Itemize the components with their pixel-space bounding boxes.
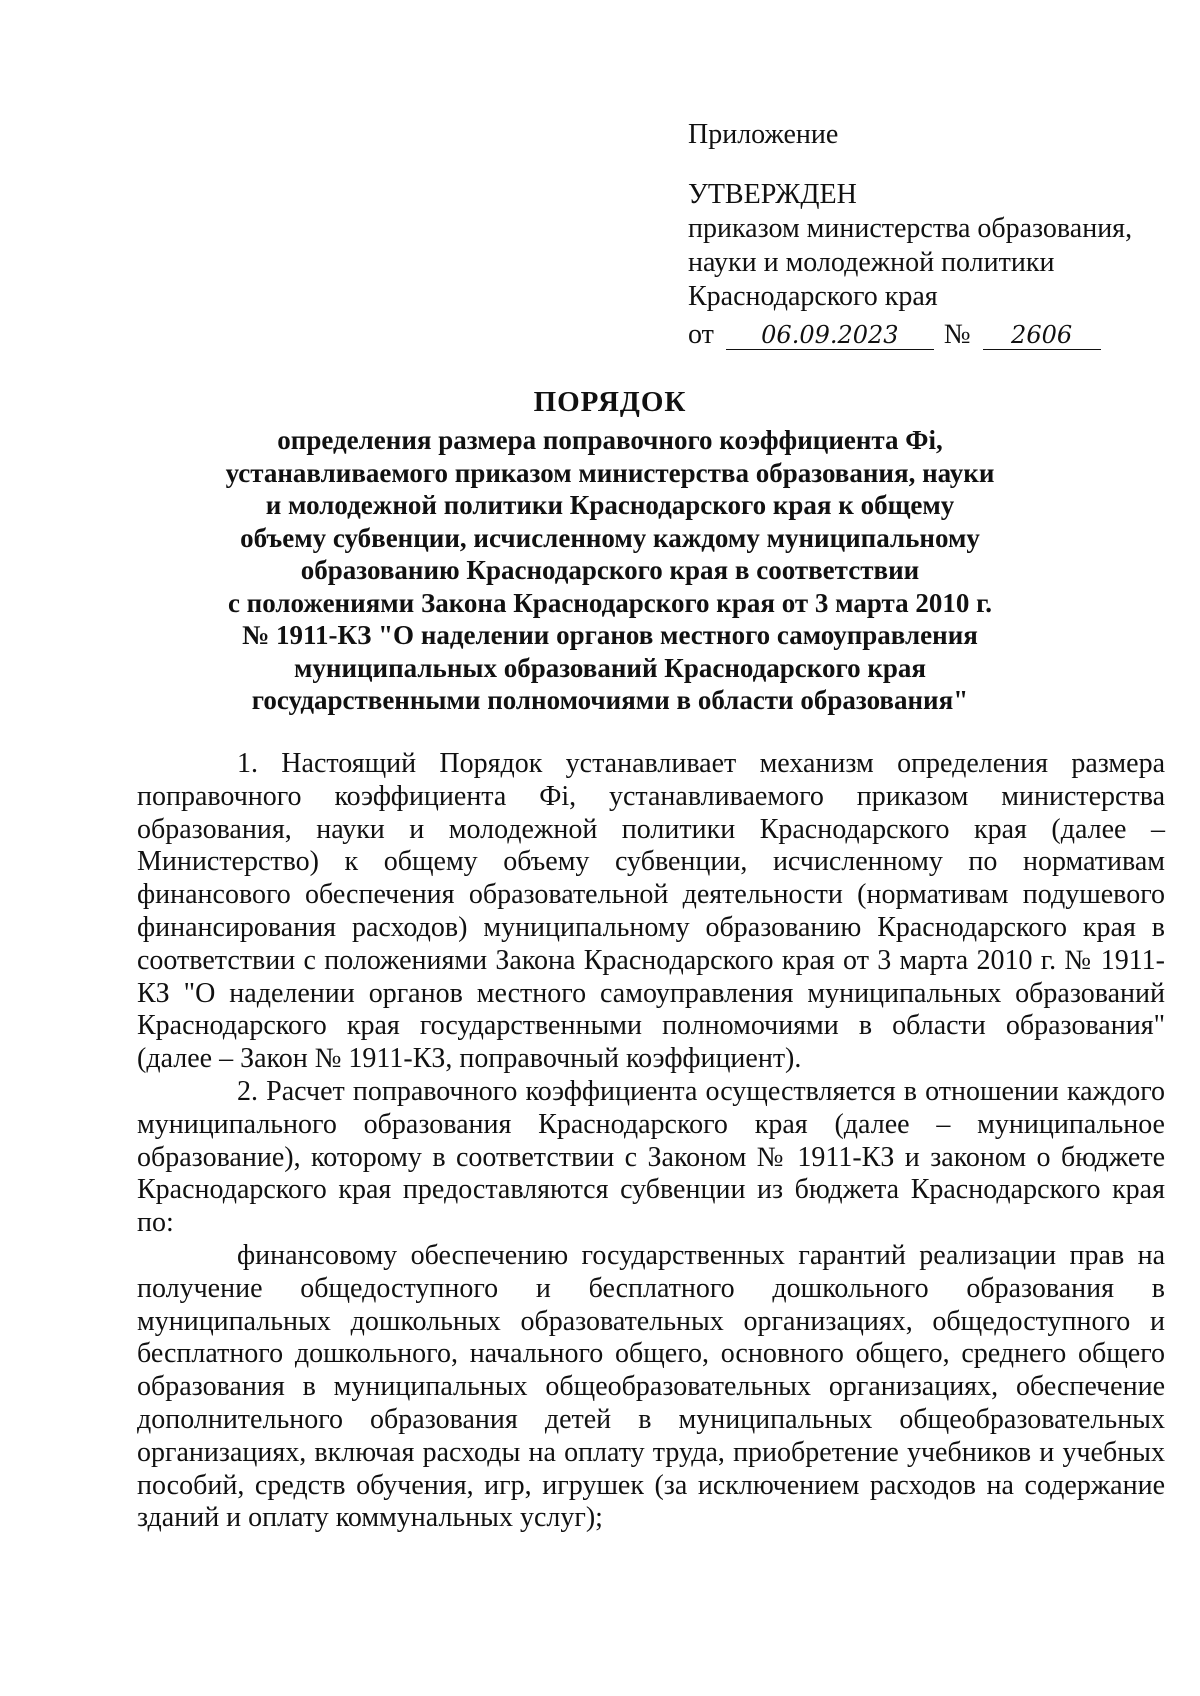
approval-block xyxy=(688,118,1158,352)
order-date-number-row xyxy=(688,318,1158,352)
title-line: муниципальных образований Краснодарского края xyxy=(294,652,926,683)
number-sign: № xyxy=(943,319,971,350)
paragraph-1: 1. Настоящий Порядок устанавливает механизм определения размера поправочного коэффициента Фi, устанавливаемого приказом министерства образования, науки и молодежной политики Краснодарского края (далее – Министерство) к общему объему субвенции, исчисленному по нормативам финансового обеспечения образовательной деятельности (нормативам подушевого финансирования расходов) муниципальному образованию Краснодарского края в соответствии с положениями Закона Краснодарского края от 3 марта 2010 г. № 1911-КЗ "О наделении органов местного самоуправления муниципальных образований Краснодарского края государственными полномочиями в области образования" (далее – Закон № 1911-КЗ, поправочный коэффициент). xyxy=(137,748,1165,1075)
title-line: № 1911-КЗ "О наделении органов местного самоуправления xyxy=(242,620,978,650)
title-line: и молодежной политики Краснодарского края к общему xyxy=(265,490,955,520)
title-line: определения размера поправочного коэффициента Фi, xyxy=(277,425,943,455)
document-body xyxy=(137,748,1165,1535)
title-line: государственными полномочиями в области образования" xyxy=(251,685,969,715)
approved-label: УТВЕРЖДЕН xyxy=(688,179,857,210)
document-title xyxy=(180,384,1040,717)
title-line: объему субвенции, исчисленному каждому муниципальному xyxy=(240,522,980,553)
from-label: от xyxy=(688,319,714,350)
order-number-handwritten: 2606 xyxy=(983,321,1101,350)
title-line: образованию Краснодарского края в соответствии xyxy=(300,555,920,585)
approval-line: науки и молодежной политики xyxy=(688,247,1055,278)
appendix-label: Приложение xyxy=(688,119,839,150)
title-line: устанавливаемого приказом министерства образования, науки xyxy=(225,457,995,488)
title-line: с положениями Закона Краснодарского края от 3 марта 2010 г. xyxy=(227,587,993,618)
title-subtitle xyxy=(180,424,1040,717)
order-date-handwritten: 06.09.2023 xyxy=(726,321,934,350)
approval-line: Краснодарского края xyxy=(688,281,938,312)
approval-line: приказом министерства образования, xyxy=(688,213,1133,244)
paragraph-2-subitem: финансовому обеспечению государственных гарантий реализации прав на получение общедоступного и бесплатного дошкольного образования в муниципальных дошкольных образовательных организациях, общедоступного и бесплатного дошкольного, начального общего, основного общего, среднего общего образования в муниципальных общеобразовательных организациях, обеспечение дополнительного образования детей в муниципальных общеобразовательных организациях, включая расходы на оплату труда, приобретение учебников и учебных пособий, средств обучения, игр, игрушек (за исключением расходов на содержание зданий и оплату коммунальных услуг); xyxy=(137,1239,1165,1534)
title-main: ПОРЯДОК xyxy=(533,386,687,418)
paragraph-2: 2. Расчет поправочного коэффициента осуществляется в отношении каждого муниципального образования Краснодарского края (далее – муниципальное образование), которому в соответствии с Законом № 1911-КЗ и законом о бюджете Краснодарского края предоставляются субвенции из бюджета Краснодарского края по: xyxy=(137,1075,1165,1239)
